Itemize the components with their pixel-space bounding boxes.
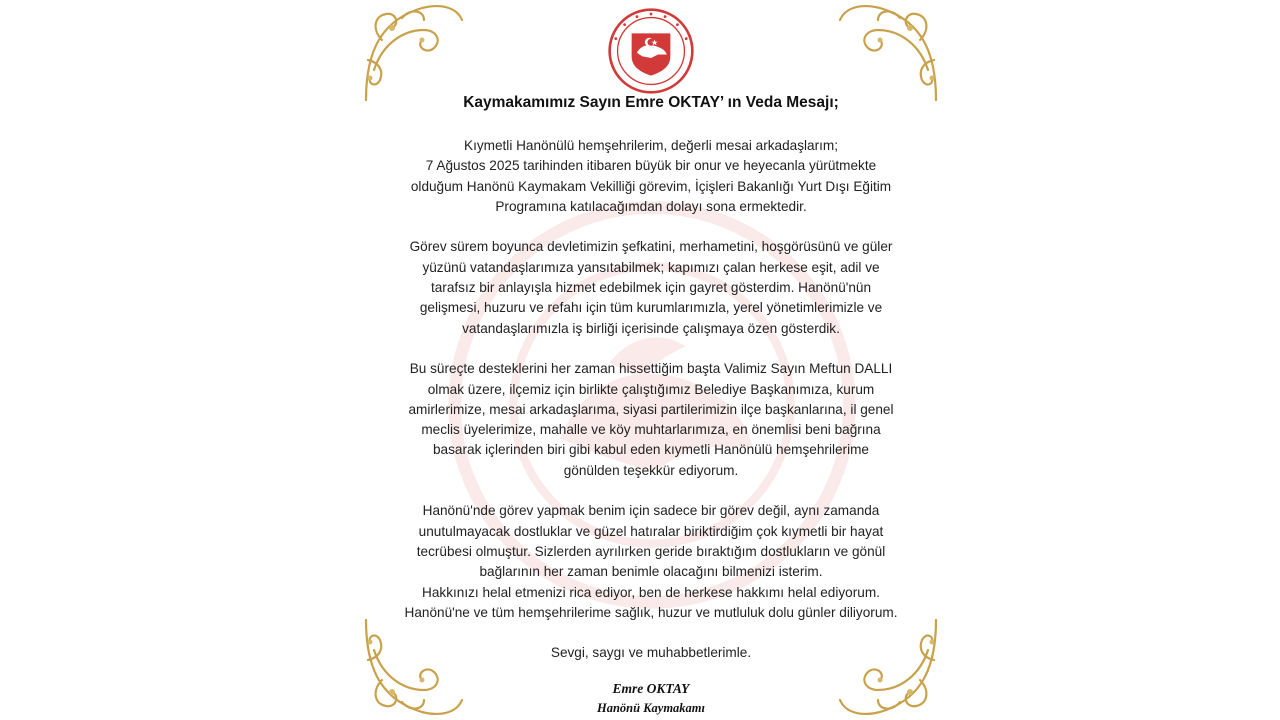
- text-line: meclis üyelerimize, mahalle ve köy muhtarlarımıza, en önemlisi beni bağrına: [421, 422, 881, 438]
- text-line: vatandaşlarımızla iş birliği içerisinde çalışmaya özen gösterdik.: [462, 320, 840, 336]
- text-line: Bu süreçte desteklerini her zaman hissettiğim başta Valimiz Sayın Meftun DALLI: [409, 361, 893, 377]
- letter-title: Kaymakamımız Sayın Emre OKTAY’ ın Veda Mesajı;: [463, 94, 839, 111]
- text-line: Kıymetli Hanönülü hemşehrilerim, değerli mesai arkadaşlarım;: [464, 138, 838, 153]
- text-line: tecrübesi olmuştur. Sizlerden ayrılırken geride bıraktığım dostlukların ve gönül: [416, 543, 886, 559]
- text-line: amirlerimize, mesai arkadaşlarıma, siyasi partilerimizin ilçe başkanlarına, il genel: [408, 401, 894, 417]
- government-seal-logo: [607, 7, 695, 95]
- text-line: yüzünü vatandaşlarımıza yansıtabilmek; kapımızı çalan herkese eşit, adil ve: [422, 259, 880, 275]
- text-line: gelişmesi, huzuru ve refahı için tüm kurumlarımızla, yerel yönetimlerimizle ve: [419, 300, 883, 316]
- text-line: Hanönü'ne ve tüm hemşehrilerime sağlık, huzur ve mutluluk dolu günler diliyorum.: [404, 604, 898, 620]
- text-line: 7 Ağustos 2025 tarihinden itibaren büyük bir onur ve heyecanla yürütmekte: [425, 158, 877, 174]
- letter-page: [362, 0, 940, 720]
- text-line: Programına katılacağımdan dolayı sona ermektedir.: [495, 198, 807, 214]
- text-line: tarafsız bir anlayışla hizmet edebilmek için gayret gösterdim. Hanönü'nün: [430, 280, 872, 296]
- signature-name: Emre OKTAY: [612, 681, 690, 696]
- text-line: Görev sürem boyunca devletimizin şefkatini, merhametini, hoşgörüsünü ve güler: [409, 239, 893, 255]
- paragraph-3: [382, 359, 920, 481]
- text-line: Sevgi, saygı ve muhabbetlerimle.: [550, 645, 752, 661]
- paragraph-2: [382, 237, 920, 338]
- text-line: olmak üzere, ilçemiz için birlikte çalıştığımız Belediye Başkanımıza, kurum: [427, 381, 875, 397]
- text-line: Hakkınızı helal etmenizi rica ediyor, ben de herkese hakkımı helal ediyorum.: [422, 584, 880, 600]
- paragraph-1: [382, 136, 920, 217]
- paragraph-4: [382, 501, 920, 623]
- letter-body: [382, 136, 920, 684]
- text-line: basarak içlerinden biri gibi kabul eden kıymetli Hanönülü hemşehrilerime: [433, 442, 869, 458]
- closing-line: [382, 643, 920, 663]
- text-line: unutulmayacak dostluklar ve güzel hatıralar biriktirdiğim çok kıymetli bir hayat: [418, 523, 884, 539]
- text-line: olduğum Hanönü Kaymakam Vekilliği görevim, İçişleri Bakanlığı Yurt Dışı Eğitim: [410, 178, 892, 194]
- text-line: Hanönü'nde görev yapmak benim için sadece bir görev değil, aynı zamanda: [422, 503, 880, 519]
- text-line: bağlarının her zaman benimle olacağını bilmenizi isterim.: [479, 564, 823, 580]
- text-line: gönülden teşekkür ediyorum.: [563, 462, 739, 478]
- signature-title: Hanönü Kaymakamı: [596, 701, 705, 715]
